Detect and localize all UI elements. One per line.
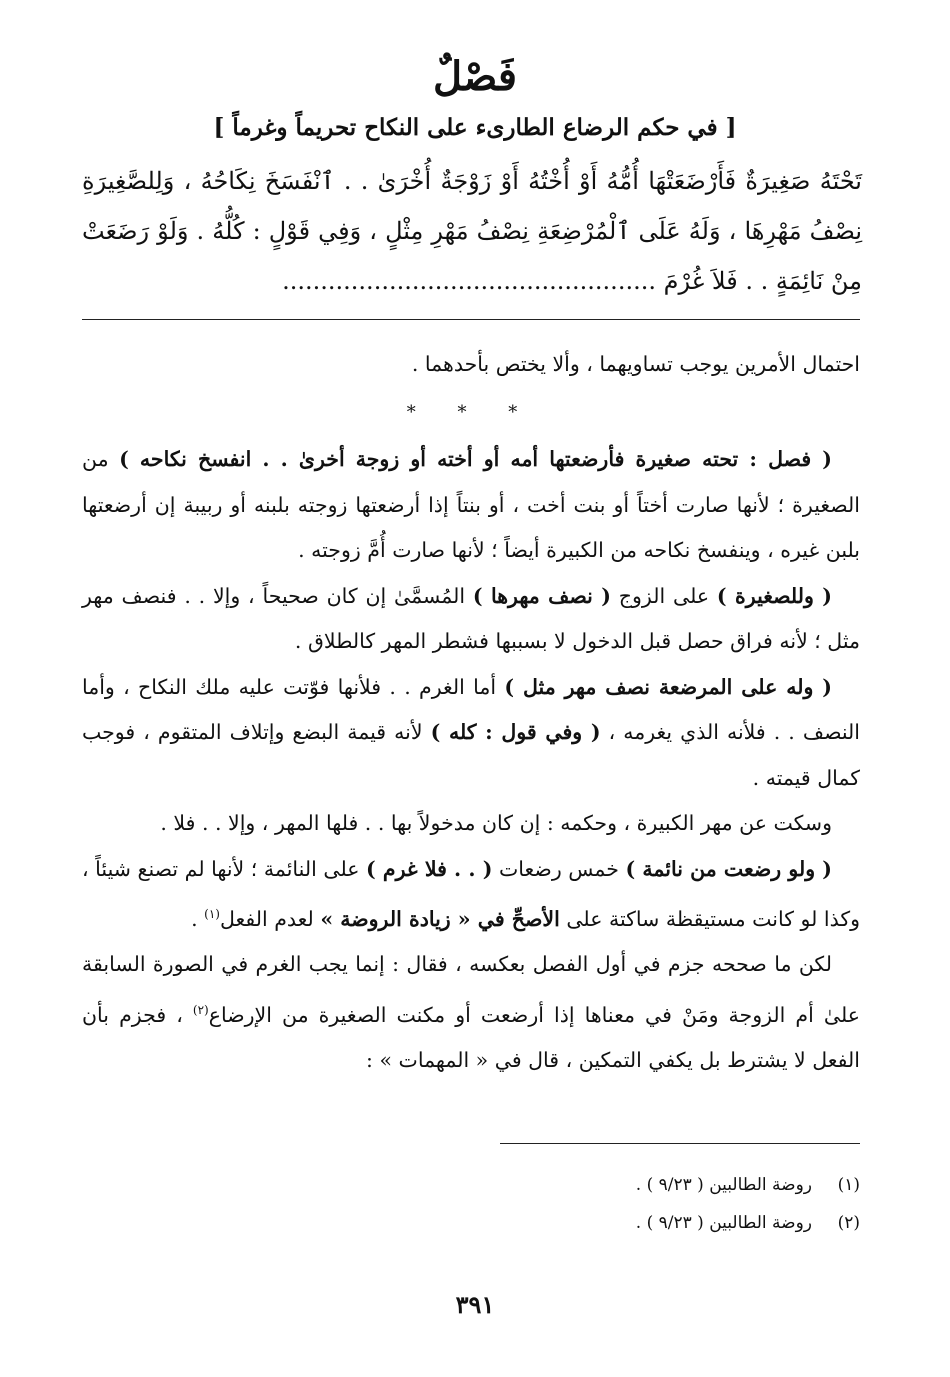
quoted-matn: ( فصل : تحته صغيرة فأرضعتها أمه أو أخته أو زوجة أخرىٰ . . انفسخ نكاحه ) (119, 447, 832, 471)
commentary-paragraph-4 (82, 665, 860, 802)
footnote-number: (٢) (837, 1213, 860, 1233)
commentary-paragraph-7 (82, 942, 860, 1083)
matn-text (82, 156, 862, 306)
commentary-text: خمس رضعات (492, 856, 626, 881)
section-title: فَصْلٌ (432, 53, 518, 100)
commentary-text: لعدم الفعل (219, 906, 321, 931)
footnote-ref-2: (٢) (192, 1002, 209, 1017)
commentary-text: لكن ما صححه جزم في أول الفصل بعكسه ، فقال : إنما يجب الغرم في الصورة السابقة علىٰ أم الزوجة ومَنْ في معناها إذا أرضعت أو مكنت الصغيرة من الإرضاع (82, 952, 860, 1027)
section-subtitle: [ في حكم الرضاع الطارىء على النكاح تحريماً وغرماً ] (213, 114, 737, 141)
page-number: ٣٩١ (455, 1290, 495, 1319)
commentary-paragraph-5: وسكت عن مهر الكبيرة ، وحكمه : إن كان مدخولاً بها . . فلها المهر ، وإلا . . فلا . (160, 811, 832, 835)
quoted-matn: ( ولو رضعت من نائمة ) (625, 856, 832, 881)
commentary-paragraph-6 (82, 847, 860, 943)
quoted-matn: ( وفي قول : كله ) (430, 720, 601, 744)
footnote-text: روضة الطالبين ( ٩/٢٣ ) . (635, 1213, 812, 1233)
commentary-paragraph-3 (82, 574, 860, 665)
commentary-text: من الصغيرة ؛ لأنها صارت أختاً أو بنت أخت ، أو بنتاً إذا أرضعتها زوجته بلبنه أو ربيبة إن أرضعتها بلبن غيره ، وينفسخ نكاحه من الكبيرة أيضاً ؛ لأنها صارت أُمَّ زوجته . (82, 447, 860, 562)
commentary (82, 342, 860, 1084)
commentary-paragraph-1: احتمال الأمرين يوجب تساويهما ، وألا يختص بأحدهما . (411, 352, 860, 376)
footnote-1 (82, 1166, 860, 1204)
footnote-rule (500, 1143, 860, 1144)
quoted-matn: ( وللصغيرة ) (716, 583, 832, 608)
stars-divider: * * * (406, 401, 536, 423)
footnote-ref-1: (١) (204, 907, 220, 921)
commentary-text: . (191, 906, 205, 931)
matn-body: تَحْتَهُ صَغِيرَةٌ فَأَرْضَعَتْهَا أُمُّهُ أَوْ أُخْتُهُ أَوْ زَوْجَةٌ أُخْرَىٰ . . ٱنْفَسَخَ نِكَاحُهُ ، وَلِلصَّغِيرَةِ نِصْفُ مَهْرِهَا ، وَلَهُ عَلَى ٱلْمُرْضِعَةِ نِصْفُ مَهْرِ مِثْلٍ ، وَفِي قَوْلٍ : كُلُّهُ . وَلَوْ رَضَعَتْ مِنْ نَائِمَةٍ . . فَلاَ غُرْمَ (82, 167, 862, 295)
commentary-paragraph-2 (82, 437, 860, 574)
commentary-text: المُسمَّىٰ إن كان صحيحاً ، وإلا . . فنصف مهر مثل ؛ لأنه فراق حصل قبل الدخول لا بسببها فشطر المهر كالطلاق . (82, 583, 860, 653)
footnotes (82, 1166, 860, 1242)
quoted-matn: ( نصف مهرها ) (472, 583, 611, 608)
cited-source: الأصحِّ في « زيادة الروضة » (320, 906, 560, 931)
quoted-matn: ( وله على المرضعة نصف مهر مثل ) (504, 674, 832, 699)
commentary-text: أما الغرم . . فلأنها فوّتت عليه ملك النكاح ، وأما النصف . . فلأنه الذي يغرمه ، (82, 674, 860, 744)
footnote-text: روضة الطالبين ( ٩/٢٣ ) . (635, 1175, 812, 1195)
matn-dots: ................................................. (282, 267, 656, 295)
separator-rule (82, 319, 860, 320)
commentary-text: على النائمة ؛ لأنها لم تصنع شيئاً ، وكذا لو كانت مستيقظة ساكتة على (82, 856, 860, 931)
quoted-matn: ( . . فلا غرم ) (366, 856, 493, 881)
footnote-2 (82, 1204, 860, 1242)
commentary-text: ، فجزم بأن الفعل لا يشترط بل يكفي التمكين ، قال في « المهمات » : (82, 1002, 860, 1073)
commentary-text: على الزوج (611, 583, 717, 608)
footnote-number: (١) (837, 1175, 860, 1195)
commentary-text: لأنه قيمة البضع وإتلاف المتقوم ، فوجب كمال قيمته . (82, 720, 860, 790)
